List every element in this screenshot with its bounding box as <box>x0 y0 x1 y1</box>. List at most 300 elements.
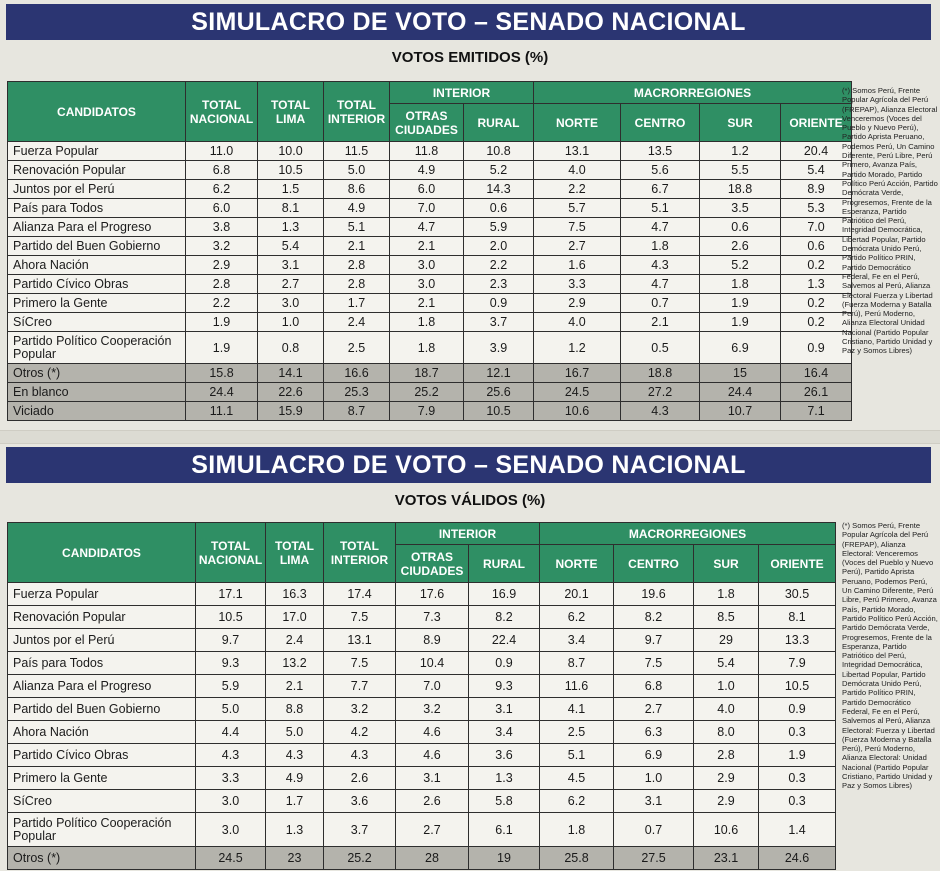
cell-rural: 3.4 <box>469 721 540 744</box>
candidate-name: País para Todos <box>8 199 186 218</box>
candidate-name: Viciado <box>8 402 186 421</box>
cell-sur: 10.6 <box>694 813 759 847</box>
cell-centro: 2.1 <box>621 313 700 332</box>
cell-rural: 10.5 <box>464 402 534 421</box>
cell-rural: 2.2 <box>464 256 534 275</box>
cell-rural: 5.2 <box>464 161 534 180</box>
cell-norte: 3.3 <box>534 275 621 294</box>
cell-rural: 14.3 <box>464 180 534 199</box>
cell-sur: 18.8 <box>700 180 781 199</box>
candidate-name: Ahora Nación <box>8 721 196 744</box>
candidate-name: SíCreo <box>8 790 196 813</box>
cell-rural: 3.1 <box>469 698 540 721</box>
table-row <box>8 583 836 606</box>
cell-total-nacional: 1.9 <box>186 313 258 332</box>
cell-total-nacional: 1.9 <box>186 332 258 364</box>
cell-sur: 15 <box>700 364 781 383</box>
cell-oriente: 13.3 <box>759 629 836 652</box>
table-row <box>8 218 852 237</box>
candidate-name: Juntos por el Perú <box>8 180 186 199</box>
cell-norte: 2.5 <box>540 721 614 744</box>
cell-oriente: 20.4 <box>781 142 852 161</box>
cell-total-nacional: 4.4 <box>196 721 266 744</box>
cell-oriente: 0.3 <box>759 790 836 813</box>
header-interior: INTERIOR <box>390 82 534 104</box>
cell-total-interior: 25.2 <box>324 847 396 870</box>
cell-centro: 4.3 <box>621 256 700 275</box>
cell-otras-ciudades: 1.8 <box>390 332 464 364</box>
cell-total-interior: 2.1 <box>324 237 390 256</box>
cell-sur: 10.7 <box>700 402 781 421</box>
footnote: (*) Somos Perú, Frente Popular Agrícola del Perú (FREPAP), Alianza Electoral Venceremos (Voces del Pueblo y Nuevo Perú), Partido Aprista Peruano, Podemos Perú, Un Camino Diferente, Perú Libre, Perú Primero, Avanza País, Partido Morado, Partido Político Perú Acción, Partido Demócrata Verde, Progresemos, Frente de la Esperanza, Partido Patriótico del Perú, Integridad Democrática, Libertad Popular, Partido Demócrata Unido Perú, Partido Político PRIN, Partido Democrático Federal, Fe en el Perú, Salvemos al Perú, Alianza Electoral Fuerza y Libertad (Fuerza Moderna y Batalla Perú), Perú Moderno, Alianza Electoral Unidad Nacional (Partido Popular Cristiano, Partido Unidad y Paz y Somos Libres) <box>842 86 938 356</box>
cell-oriente: 8.1 <box>759 606 836 629</box>
cell-total-lima: 4.9 <box>266 767 324 790</box>
cell-total-interior: 2.8 <box>324 275 390 294</box>
cell-rural: 5.8 <box>469 790 540 813</box>
cell-sur: 24.4 <box>700 383 781 402</box>
cell-sur: 2.8 <box>694 744 759 767</box>
cell-oriente: 1.9 <box>759 744 836 767</box>
cell-norte: 24.5 <box>534 383 621 402</box>
cell-otras-ciudades: 2.1 <box>390 294 464 313</box>
candidate-name: SíCreo <box>8 313 186 332</box>
cell-total-interior: 3.6 <box>324 790 396 813</box>
cell-total-interior: 8.6 <box>324 180 390 199</box>
candidate-name: Fuerza Popular <box>8 583 196 606</box>
cell-sur: 1.0 <box>694 675 759 698</box>
cell-norte: 4.0 <box>534 161 621 180</box>
candidate-name: Partido Político Cooperación Popular <box>8 813 196 847</box>
cell-total-interior: 4.3 <box>324 744 396 767</box>
panel-subtitle: VOTOS EMITIDOS (%) <box>391 49 549 66</box>
cell-total-interior: 4.9 <box>324 199 390 218</box>
table-row <box>8 402 852 421</box>
cell-norte: 1.6 <box>534 256 621 275</box>
cell-rural: 0.6 <box>464 199 534 218</box>
cell-sur: 23.1 <box>694 847 759 870</box>
panel-title: SIMULACRO DE VOTO – SENADO NACIONAL <box>6 4 931 40</box>
cell-total-lima: 1.5 <box>258 180 324 199</box>
cell-rural: 9.3 <box>469 675 540 698</box>
cell-total-lima: 23 <box>266 847 324 870</box>
cell-total-lima: 8.8 <box>266 698 324 721</box>
cell-rural: 3.7 <box>464 313 534 332</box>
cell-sur: 8.5 <box>694 606 759 629</box>
cell-total-lima: 1.0 <box>258 313 324 332</box>
cell-centro: 6.8 <box>614 675 694 698</box>
cell-sur: 4.0 <box>694 698 759 721</box>
cell-otras-ciudades: 8.9 <box>396 629 469 652</box>
cell-oriente: 24.6 <box>759 847 836 870</box>
cell-total-lima: 0.8 <box>258 332 324 364</box>
cell-otras-ciudades: 17.6 <box>396 583 469 606</box>
table-row <box>8 364 852 383</box>
cell-otras-ciudades: 4.9 <box>390 161 464 180</box>
cell-norte: 2.9 <box>534 294 621 313</box>
cell-oriente: 0.2 <box>781 256 852 275</box>
cell-otras-ciudades: 3.0 <box>390 275 464 294</box>
table-row <box>8 237 852 256</box>
candidate-name: Primero la Gente <box>8 767 196 790</box>
cell-norte: 4.1 <box>540 698 614 721</box>
cell-oriente: 0.2 <box>781 313 852 332</box>
cell-otras-ciudades: 7.3 <box>396 606 469 629</box>
cell-norte: 11.6 <box>540 675 614 698</box>
header-sur: SUR <box>700 104 781 142</box>
cell-centro: 6.7 <box>621 180 700 199</box>
cell-total-lima: 1.3 <box>258 218 324 237</box>
cell-total-interior: 4.2 <box>324 721 396 744</box>
cell-total-interior: 5.1 <box>324 218 390 237</box>
table-row <box>8 813 836 847</box>
cell-sur: 6.9 <box>700 332 781 364</box>
cell-total-nacional: 5.9 <box>196 675 266 698</box>
cell-oriente: 7.1 <box>781 402 852 421</box>
candidate-name: Juntos por el Perú <box>8 629 196 652</box>
cell-centro: 19.6 <box>614 583 694 606</box>
cell-sur: 8.0 <box>694 721 759 744</box>
cell-centro: 13.5 <box>621 142 700 161</box>
table-row <box>8 606 836 629</box>
cell-total-nacional: 11.0 <box>186 142 258 161</box>
candidate-name: Alianza Para el Progreso <box>8 218 186 237</box>
header-interior: INTERIOR <box>396 523 540 545</box>
footnote: (*) Somos Perú, Frente Popular Agrícola del Perú (FREPAP), Alianza Electoral: Venceremos (Voces del Pueblo y Nuevo Perú), Partido Aprista Peruano, Podemos Perú, Un Camino Diferente, Perú Libre, Perú Primero, Avanza País, Partido Morado, Partido Político Perú Acción, Partido Demócrata Verde, Progresemos, Frente de la Esperanza, Partido Patriótico del Perú, Integridad Democrática, Libertad Popular, Partido Demócrata Unido Perú, Partido Político PRIN, Partido Democrático Federal, Fe en el Perú, Salvemos al Perú, Alianza Electoral: Fuerza y Libertad (Fuerza Moderna y Batalla Perú), Perú Moderno, Alianza Electoral: Unidad Nacional (Partido Popular Cristiano, Partido Unidad y Paz y Somos Libres) <box>842 521 938 791</box>
cell-norte: 13.1 <box>534 142 621 161</box>
table-row <box>8 294 852 313</box>
cell-total-lima: 22.6 <box>258 383 324 402</box>
cell-sur: 3.5 <box>700 199 781 218</box>
cell-total-interior: 8.7 <box>324 402 390 421</box>
cell-norte: 20.1 <box>540 583 614 606</box>
header-oriente: ORIENTE <box>759 545 836 583</box>
panel-title: SIMULACRO DE VOTO – SENADO NACIONAL <box>6 447 931 483</box>
cell-rural: 10.8 <box>464 142 534 161</box>
cell-otras-ciudades: 2.6 <box>396 790 469 813</box>
cell-centro: 5.6 <box>621 161 700 180</box>
cell-sur: 1.9 <box>700 313 781 332</box>
panel-separator <box>0 430 940 444</box>
cell-total-nacional: 9.7 <box>196 629 266 652</box>
cell-centro: 8.2 <box>614 606 694 629</box>
cell-total-interior: 5.0 <box>324 161 390 180</box>
header-oriente: ORIENTE <box>781 104 852 142</box>
cell-oriente: 7.9 <box>759 652 836 675</box>
cell-total-lima: 15.9 <box>258 402 324 421</box>
cell-total-nacional: 24.4 <box>186 383 258 402</box>
cell-centro: 3.1 <box>614 790 694 813</box>
table-row <box>8 313 852 332</box>
cell-oriente: 30.5 <box>759 583 836 606</box>
cell-total-nacional: 4.3 <box>196 744 266 767</box>
cell-centro: 7.5 <box>614 652 694 675</box>
candidate-name: Otros (*) <box>8 364 186 383</box>
cell-oriente: 1.3 <box>781 275 852 294</box>
cell-total-lima: 3.1 <box>258 256 324 275</box>
cell-oriente: 1.4 <box>759 813 836 847</box>
candidate-name: En blanco <box>8 383 186 402</box>
cell-centro: 0.7 <box>614 813 694 847</box>
cell-otras-ciudades: 11.8 <box>390 142 464 161</box>
cell-sur: 0.6 <box>700 218 781 237</box>
cell-sur: 29 <box>694 629 759 652</box>
cell-centro: 18.8 <box>621 364 700 383</box>
cell-oriente: 7.0 <box>781 218 852 237</box>
header-candidatos: CANDIDATOS <box>8 82 186 142</box>
cell-total-nacional: 6.0 <box>186 199 258 218</box>
cell-oriente: 0.2 <box>781 294 852 313</box>
candidate-name: Partido Cívico Obras <box>8 275 186 294</box>
table-row <box>8 629 836 652</box>
cell-total-nacional: 11.1 <box>186 402 258 421</box>
cell-rural: 2.0 <box>464 237 534 256</box>
cell-otras-ciudades: 10.4 <box>396 652 469 675</box>
table-row <box>8 199 852 218</box>
table-row <box>8 847 836 870</box>
cell-sur: 5.4 <box>694 652 759 675</box>
results-table <box>7 81 852 421</box>
cell-total-nacional: 24.5 <box>196 847 266 870</box>
cell-total-interior: 2.4 <box>324 313 390 332</box>
cell-centro: 4.3 <box>621 402 700 421</box>
header-total-nacional: TOTAL NACIONAL <box>196 523 266 583</box>
cell-norte: 2.2 <box>534 180 621 199</box>
cell-total-nacional: 15.8 <box>186 364 258 383</box>
candidate-name: Alianza Para el Progreso <box>8 675 196 698</box>
cell-total-nacional: 6.8 <box>186 161 258 180</box>
cell-total-interior: 2.6 <box>324 767 396 790</box>
cell-norte: 5.7 <box>534 199 621 218</box>
header-norte: NORTE <box>540 545 614 583</box>
table-row <box>8 142 852 161</box>
cell-total-interior: 7.5 <box>324 606 396 629</box>
cell-rural: 3.9 <box>464 332 534 364</box>
cell-norte: 2.7 <box>534 237 621 256</box>
table-row <box>8 698 836 721</box>
cell-centro: 1.8 <box>621 237 700 256</box>
cell-rural: 5.9 <box>464 218 534 237</box>
panel-votos-validos <box>0 443 940 871</box>
cell-rural: 19 <box>469 847 540 870</box>
cell-total-lima: 1.7 <box>266 790 324 813</box>
cell-total-nacional: 9.3 <box>196 652 266 675</box>
cell-otras-ciudades: 2.7 <box>396 813 469 847</box>
header-otras-ciudades: OTRAS CIUDADES <box>390 104 464 142</box>
cell-norte: 4.0 <box>534 313 621 332</box>
cell-rural: 16.9 <box>469 583 540 606</box>
cell-total-nacional: 2.2 <box>186 294 258 313</box>
table-row <box>8 721 836 744</box>
cell-centro: 5.1 <box>621 199 700 218</box>
cell-total-lima: 3.0 <box>258 294 324 313</box>
cell-sur: 1.8 <box>700 275 781 294</box>
cell-rural: 6.1 <box>469 813 540 847</box>
header-rural: RURAL <box>464 104 534 142</box>
candidate-name: Primero la Gente <box>8 294 186 313</box>
header-norte: NORTE <box>534 104 621 142</box>
cell-total-interior: 17.4 <box>324 583 396 606</box>
cell-otras-ciudades: 6.0 <box>390 180 464 199</box>
cell-norte: 6.2 <box>540 606 614 629</box>
table-row <box>8 180 852 199</box>
cell-total-interior: 1.7 <box>324 294 390 313</box>
cell-total-lima: 17.0 <box>266 606 324 629</box>
cell-total-interior: 16.6 <box>324 364 390 383</box>
cell-total-lima: 5.0 <box>266 721 324 744</box>
cell-total-lima: 2.4 <box>266 629 324 652</box>
header-total-interior: TOTAL INTERIOR <box>324 82 390 142</box>
cell-sur: 1.9 <box>700 294 781 313</box>
cell-centro: 6.9 <box>614 744 694 767</box>
header-total-interior: TOTAL INTERIOR <box>324 523 396 583</box>
candidate-name: Partido del Buen Gobierno <box>8 698 196 721</box>
cell-rural: 1.3 <box>469 767 540 790</box>
header-rural: RURAL <box>469 545 540 583</box>
cell-total-nacional: 3.8 <box>186 218 258 237</box>
cell-total-nacional: 10.5 <box>196 606 266 629</box>
cell-total-nacional: 5.0 <box>196 698 266 721</box>
header-candidatos: CANDIDATOS <box>8 523 196 583</box>
cell-sur: 5.5 <box>700 161 781 180</box>
cell-sur: 2.9 <box>694 790 759 813</box>
cell-centro: 9.7 <box>614 629 694 652</box>
cell-total-lima: 5.4 <box>258 237 324 256</box>
cell-total-interior: 3.7 <box>324 813 396 847</box>
cell-norte: 25.8 <box>540 847 614 870</box>
cell-otras-ciudades: 7.0 <box>390 199 464 218</box>
cell-total-lima: 13.2 <box>266 652 324 675</box>
header-total-lima: TOTAL LIMA <box>258 82 324 142</box>
cell-total-nacional: 2.8 <box>186 275 258 294</box>
candidate-name: Partido Político Cooperación Popular <box>8 332 186 364</box>
cell-total-nacional: 17.1 <box>196 583 266 606</box>
header-total-nacional: TOTAL NACIONAL <box>186 82 258 142</box>
cell-otras-ciudades: 4.7 <box>390 218 464 237</box>
cell-oriente: 26.1 <box>781 383 852 402</box>
header-otras-ciudades: OTRAS CIUDADES <box>396 545 469 583</box>
candidate-name: Renovación Popular <box>8 161 186 180</box>
panel-subtitle: VOTOS VÁLIDOS (%) <box>394 492 546 509</box>
cell-rural: 8.2 <box>469 606 540 629</box>
cell-sur: 2.9 <box>694 767 759 790</box>
table-row <box>8 790 836 813</box>
cell-norte: 1.8 <box>540 813 614 847</box>
candidate-name: Otros (*) <box>8 847 196 870</box>
cell-total-nacional: 3.0 <box>196 790 266 813</box>
cell-otras-ciudades: 2.1 <box>390 237 464 256</box>
table-row <box>8 161 852 180</box>
cell-norte: 5.1 <box>540 744 614 767</box>
cell-total-lima: 10.0 <box>258 142 324 161</box>
cell-sur: 5.2 <box>700 256 781 275</box>
header-sur: SUR <box>694 545 759 583</box>
cell-norte: 7.5 <box>534 218 621 237</box>
cell-total-nacional: 3.2 <box>186 237 258 256</box>
cell-otras-ciudades: 25.2 <box>390 383 464 402</box>
cell-otras-ciudades: 4.6 <box>396 744 469 767</box>
cell-total-interior: 2.5 <box>324 332 390 364</box>
header-centro: CENTRO <box>621 104 700 142</box>
cell-total-nacional: 3.0 <box>196 813 266 847</box>
cell-centro: 4.7 <box>621 275 700 294</box>
cell-rural: 12.1 <box>464 364 534 383</box>
cell-otras-ciudades: 3.2 <box>396 698 469 721</box>
cell-norte: 6.2 <box>540 790 614 813</box>
table-row <box>8 744 836 767</box>
cell-rural: 25.6 <box>464 383 534 402</box>
header-macrorregiones: MACRORREGIONES <box>534 82 852 104</box>
cell-oriente: 0.3 <box>759 721 836 744</box>
cell-rural: 0.9 <box>464 294 534 313</box>
cell-oriente: 0.6 <box>781 237 852 256</box>
cell-sur: 1.8 <box>694 583 759 606</box>
table-row <box>8 332 852 364</box>
candidate-name: Partido del Buen Gobierno <box>8 237 186 256</box>
header-centro: CENTRO <box>614 545 694 583</box>
panel-votos-emitidos <box>0 0 940 432</box>
cell-oriente: 5.3 <box>781 199 852 218</box>
candidate-name: País para Todos <box>8 652 196 675</box>
candidate-name: Fuerza Popular <box>8 142 186 161</box>
cell-oriente: 0.9 <box>759 698 836 721</box>
cell-total-nacional: 6.2 <box>186 180 258 199</box>
cell-total-interior: 25.3 <box>324 383 390 402</box>
cell-centro: 2.7 <box>614 698 694 721</box>
table-row <box>8 652 836 675</box>
cell-total-interior: 7.7 <box>324 675 396 698</box>
cell-total-lima: 4.3 <box>266 744 324 767</box>
cell-sur: 1.2 <box>700 142 781 161</box>
cell-centro: 0.7 <box>621 294 700 313</box>
cell-total-lima: 10.5 <box>258 161 324 180</box>
cell-rural: 0.9 <box>469 652 540 675</box>
cell-centro: 27.2 <box>621 383 700 402</box>
cell-centro: 6.3 <box>614 721 694 744</box>
cell-total-interior: 11.5 <box>324 142 390 161</box>
cell-norte: 3.4 <box>540 629 614 652</box>
cell-total-interior: 3.2 <box>324 698 396 721</box>
cell-centro: 27.5 <box>614 847 694 870</box>
cell-oriente: 5.4 <box>781 161 852 180</box>
cell-otras-ciudades: 1.8 <box>390 313 464 332</box>
cell-oriente: 8.9 <box>781 180 852 199</box>
cell-otras-ciudades: 28 <box>396 847 469 870</box>
cell-total-interior: 13.1 <box>324 629 396 652</box>
cell-rural: 22.4 <box>469 629 540 652</box>
candidate-name: Ahora Nación <box>8 256 186 275</box>
candidate-name: Renovación Popular <box>8 606 196 629</box>
cell-total-lima: 8.1 <box>258 199 324 218</box>
cell-centro: 4.7 <box>621 218 700 237</box>
cell-norte: 16.7 <box>534 364 621 383</box>
cell-otras-ciudades: 18.7 <box>390 364 464 383</box>
cell-total-lima: 16.3 <box>266 583 324 606</box>
cell-total-interior: 2.8 <box>324 256 390 275</box>
cell-otras-ciudades: 7.9 <box>390 402 464 421</box>
cell-total-lima: 2.1 <box>266 675 324 698</box>
cell-otras-ciudades: 3.1 <box>396 767 469 790</box>
cell-otras-ciudades: 7.0 <box>396 675 469 698</box>
table-row <box>8 383 852 402</box>
table-row <box>8 675 836 698</box>
table-row <box>8 275 852 294</box>
cell-norte: 4.5 <box>540 767 614 790</box>
cell-centro: 0.5 <box>621 332 700 364</box>
cell-oriente: 0.9 <box>781 332 852 364</box>
cell-otras-ciudades: 4.6 <box>396 721 469 744</box>
cell-total-lima: 2.7 <box>258 275 324 294</box>
cell-rural: 2.3 <box>464 275 534 294</box>
